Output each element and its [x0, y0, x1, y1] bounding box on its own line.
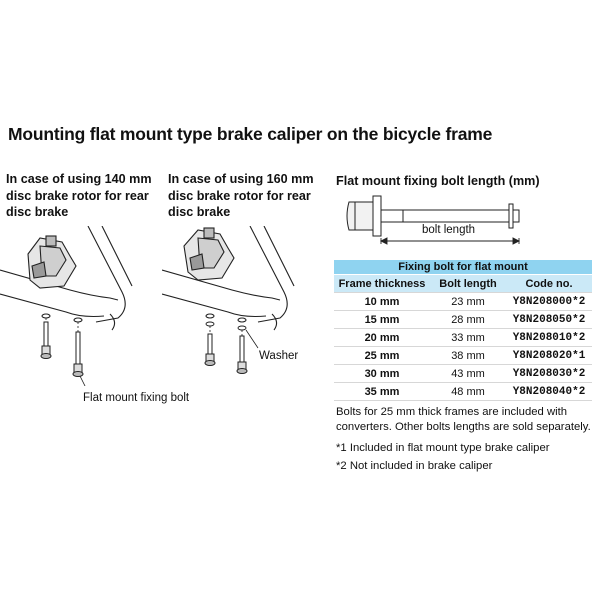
fixing-bolt-table — [334, 260, 592, 401]
cell-frame-thickness: 10 mm — [334, 293, 430, 311]
cell-bolt-length: 28 mm — [430, 311, 506, 329]
bolt-length-label: bolt length — [422, 224, 476, 236]
page-title: Mounting flat mount type brake caliper on the bicycle frame — [8, 124, 493, 144]
cell-code-no: Y8N208040*2 — [506, 383, 592, 401]
cell-code-no: Y8N208020*1 — [506, 347, 592, 365]
cell-code-no: Y8N208030*2 — [506, 365, 592, 383]
bolts-availability-note: Bolts for 25 mm thick frames are included with converters. Other bolts lengths are sold separately. — [336, 406, 591, 433]
cell-bolt-length: 33 mm — [430, 329, 506, 347]
case-160mm-heading: In case of using 160 mm disc brake rotor for rear disc brake — [168, 172, 314, 219]
bolt-length-heading: Flat mount fixing bolt length (mm) — [336, 174, 540, 188]
cell-bolt-length: 43 mm — [430, 365, 506, 383]
table-row — [334, 347, 592, 365]
column-header-bolt-length: Bolt length — [430, 275, 506, 293]
column-header-code-no: Code no. — [506, 275, 592, 293]
cell-bolt-length: 23 mm — [430, 293, 506, 311]
table-row — [334, 311, 592, 329]
cell-code-no: Y8N208010*2 — [506, 329, 592, 347]
table-caption: Fixing bolt for flat mount — [334, 260, 592, 275]
cell-bolt-length: 48 mm — [430, 383, 506, 401]
table-row — [334, 329, 592, 347]
table-row — [334, 293, 592, 311]
cell-code-no: Y8N208000*2 — [506, 293, 592, 311]
cell-bolt-length: 38 mm — [430, 347, 506, 365]
fixing-bolt-callout: Flat mount fixing bolt — [83, 392, 190, 404]
bolt-length-diagram — [345, 188, 525, 248]
footnote-2: *2 Not included in brake caliper — [336, 460, 493, 472]
cell-frame-thickness: 35 mm — [334, 383, 430, 401]
column-header-frame-thickness: Frame thickness — [334, 275, 430, 293]
washer-callout: Washer — [259, 350, 299, 362]
caliper-frame-illustration-140 — [0, 226, 162, 386]
cell-code-no: Y8N208050*2 — [506, 311, 592, 329]
cell-frame-thickness: 25 mm — [334, 347, 430, 365]
footnote-1: *1 Included in flat mount type brake caliper — [336, 442, 550, 454]
table-row — [334, 383, 592, 401]
cell-frame-thickness: 15 mm — [334, 311, 430, 329]
cell-frame-thickness: 30 mm — [334, 365, 430, 383]
table-row — [334, 365, 592, 383]
cell-frame-thickness: 20 mm — [334, 329, 430, 347]
case-140mm-heading: In case of using 140 mm disc brake rotor for rear disc brake — [6, 172, 152, 219]
caliper-frame-illustration-160 — [162, 226, 324, 386]
